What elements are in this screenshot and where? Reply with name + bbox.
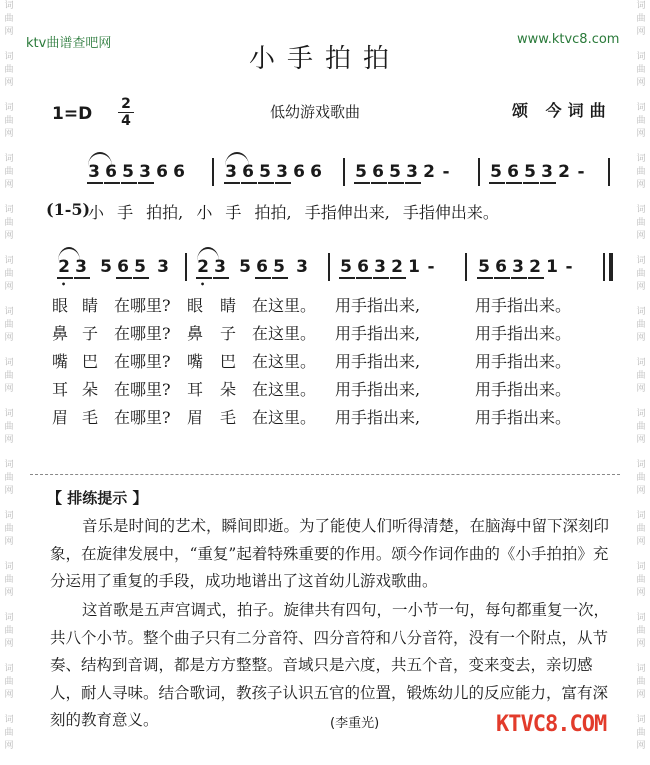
side-watermark-char: 词 [636, 154, 646, 164]
watermark-top-right[interactable]: www.ktvc8.com [517, 32, 620, 47]
note: 5 [524, 162, 536, 182]
note: 5 [355, 162, 367, 182]
side-watermark-char: 网 [636, 78, 646, 88]
side-watermark-char: 网 [636, 231, 646, 241]
rehearsal-hint-title: 【 排练提示 】 [47, 489, 148, 507]
side-watermark-char: 网 [636, 537, 646, 547]
side-watermark-char: 网 [636, 741, 646, 751]
lyric-syllable: 毛 [220, 408, 237, 427]
time-signature-top: 2 [121, 96, 131, 112]
lyric-syllable: 睛 [82, 296, 99, 315]
side-watermark-char: 网 [636, 282, 646, 292]
lyric-syllable: 毛 [82, 408, 99, 427]
lyric-syllable: 眼 [52, 296, 69, 315]
note: 5 [478, 257, 490, 277]
side-watermark-char: 曲 [4, 422, 14, 432]
key-signature: 1=D [52, 104, 93, 124]
side-watermark-char: 网 [4, 435, 14, 445]
side-watermark-char: 曲 [636, 65, 646, 75]
note: 6 [310, 162, 322, 182]
note: - [442, 162, 450, 182]
side-watermark-char: 曲 [4, 14, 14, 24]
side-watermark-char: 网 [4, 78, 14, 88]
note: 6 [372, 162, 384, 182]
lyric-syllable: 朵 [82, 380, 99, 399]
lyric-syllable: 嘴 [52, 352, 69, 371]
note: - [565, 257, 573, 277]
note: • 2 [197, 257, 209, 277]
side-watermark-char: 曲 [4, 371, 14, 381]
side-watermark-char: 词 [636, 205, 646, 215]
side-watermark-char: 曲 [636, 218, 646, 228]
song-title: 小手拍拍 [248, 44, 401, 74]
note: 2 [558, 162, 570, 182]
note: 6 [117, 257, 129, 277]
measure [197, 257, 308, 277]
lyric-syllable: 朵 [220, 380, 237, 399]
lyric-syllable: 鼻 [52, 324, 69, 343]
measure [58, 257, 169, 277]
side-watermark-char: 网 [4, 741, 14, 751]
side-watermark-char: 网 [636, 27, 646, 37]
side-watermark-char: 网 [636, 639, 646, 649]
side-watermark-char: 词 [4, 52, 14, 62]
side-watermark-char: 词 [636, 613, 646, 623]
side-watermark-char: 曲 [636, 575, 646, 585]
side-watermark-char: 词 [636, 256, 646, 266]
note: 2 [391, 257, 403, 277]
side-watermark-char: 词 [636, 103, 646, 113]
side-watermark-char: 曲 [4, 575, 14, 585]
lyric-phrase: 在这里。 [252, 380, 317, 399]
note: 6 [293, 162, 305, 182]
side-watermark-char: 网 [4, 333, 14, 343]
lyric-phrase: 用手指出来, [335, 352, 421, 371]
side-watermark-right [634, 0, 648, 765]
side-watermark-char: 词 [636, 460, 646, 470]
side-watermark-char: 词 [636, 358, 646, 368]
note: 5 [259, 162, 271, 182]
hint-paragraph-1: 音乐是时间的艺术，瞬间即逝。为了能使人们听得清楚，在脑海中留下深刻印象，在旋律发展中，“重复”起着特殊重要的作用。颂今作词作曲的《小手拍拍》充分运用了重复的手段，成功地谱出了这首幼儿游戏歌曲。 [50, 517, 610, 590]
note: 3 [157, 257, 169, 277]
side-watermark-char: 曲 [636, 422, 646, 432]
notation-line-1 [0, 162, 650, 192]
lyric-phrase: 用手指出来, [335, 296, 421, 315]
measure [340, 257, 437, 277]
lyric-phrase: 在这里。 [252, 408, 317, 427]
note: 5 [273, 257, 285, 277]
lyric-syllable: 巴 [220, 352, 237, 371]
side-watermark-char: 网 [4, 486, 14, 496]
side-watermark-char: 词 [4, 460, 14, 470]
lyric-syllable: 子 [82, 324, 99, 343]
side-watermark-char: 网 [4, 180, 14, 190]
time-signature-bottom: 4 [121, 113, 131, 129]
side-watermark-char: 网 [4, 690, 14, 700]
side-watermark-char: 词 [4, 664, 14, 674]
note: 6 [105, 162, 117, 182]
note: 2 [529, 257, 541, 277]
side-watermark-char: 曲 [636, 524, 646, 534]
watermark-top-left[interactable]: ktv曲谱查吧网 [26, 36, 112, 51]
side-watermark-char: 网 [4, 588, 14, 598]
side-watermark-char: 词 [4, 358, 14, 368]
note: 5 [134, 257, 146, 277]
side-watermark-char: 网 [4, 282, 14, 292]
note: 6 [256, 257, 268, 277]
side-watermark-char: 网 [4, 639, 14, 649]
measure [88, 162, 185, 182]
article-author: (李重光) [330, 716, 380, 731]
side-watermark-char: 曲 [636, 116, 646, 126]
notation-line-2 [0, 257, 650, 287]
side-watermark-char: 网 [636, 180, 646, 190]
measure [478, 257, 575, 277]
side-watermark-char: 曲 [4, 320, 14, 330]
side-watermark-char: 词 [4, 103, 14, 113]
side-watermark-char: 曲 [636, 473, 646, 483]
note: 3 [75, 257, 87, 277]
section-divider [30, 474, 620, 475]
lyric-phrase: 在这里。 [252, 296, 317, 315]
side-watermark-char: 词 [636, 562, 646, 572]
side-watermark-char: 网 [636, 384, 646, 394]
lyric-syllable: 睛 [220, 296, 237, 315]
lyric-phrase: 在哪里? [114, 352, 171, 371]
side-watermark-char: 词 [4, 613, 14, 623]
lyric-syllable: 嘴 [187, 352, 204, 371]
side-watermark-char: 曲 [4, 65, 14, 75]
time-signature [118, 97, 134, 128]
note: 5 [122, 162, 134, 182]
lyric-syllable: 鼻 [187, 324, 204, 343]
lyric-phrase: 在哪里? [114, 324, 171, 343]
measure [225, 162, 322, 182]
side-watermark-char: 词 [636, 52, 646, 62]
note: 5 [100, 257, 112, 277]
note: 6 [156, 162, 168, 182]
lyric-syllable: 耳 [187, 380, 204, 399]
note: 3 [139, 162, 151, 182]
side-watermark-char: 词 [4, 307, 14, 317]
hint-paragraph-2: 这首歌是五声宫调式，拍子。旋律共有四句，一小节一句，每句都重复一次，共八个小节。整个曲子只有二分音符、四分音符和八分音符，没有一个附点，从节奏、结构到音调，都是方方整整。音域只是六度，共五个音，变来变去，亲切感人，耐人寻味。结合歌词，教孩子认识五官的位置，锻炼幼儿的反应能力，富有深刻的教育意义。 [50, 601, 610, 729]
note: 2 [423, 162, 435, 182]
side-watermark-char: 词 [4, 1, 14, 11]
site-logo[interactable]: KTVC8.COM [496, 712, 607, 737]
note: 6 [357, 257, 369, 277]
lyric-phrase: 在这里。 [252, 324, 317, 343]
side-watermark-char: 网 [636, 333, 646, 343]
lyric-phrase: 用手指出来。 [475, 380, 572, 399]
note: 1 [546, 257, 558, 277]
side-watermark-char: 词 [4, 205, 14, 215]
lyric-line-1: 小 手 拍拍, 小 手 拍拍, 手指伸出来, 手指伸出来。 [88, 203, 499, 222]
side-watermark-char: 词 [636, 664, 646, 674]
lyric-syllable: 子 [220, 324, 237, 343]
note: 3 [214, 257, 226, 277]
lyric-syllable: 眉 [187, 408, 204, 427]
side-watermark-char: 曲 [4, 728, 14, 738]
side-watermark-char: 词 [636, 715, 646, 725]
side-watermark-left [2, 0, 16, 765]
note: 6 [507, 162, 519, 182]
side-watermark-char: 词 [4, 256, 14, 266]
note: - [427, 257, 435, 277]
side-watermark-char: 网 [4, 129, 14, 139]
note: 5 [340, 257, 352, 277]
lyric-pickup: (1-5) [46, 200, 91, 219]
side-watermark-char: 词 [4, 409, 14, 419]
side-watermark-char: 网 [636, 129, 646, 139]
side-watermark-char: 词 [636, 511, 646, 521]
measure [355, 162, 452, 182]
side-watermark-char: 网 [4, 537, 14, 547]
side-watermark-char: 词 [4, 154, 14, 164]
side-watermark-char: 曲 [636, 626, 646, 636]
side-watermark-char: 网 [636, 486, 646, 496]
lyric-phrase: 用手指出来, [335, 408, 421, 427]
note: 3 [296, 257, 308, 277]
lyric-phrase: 用手指出来。 [475, 296, 572, 315]
lyric-phrase: 用手指出来。 [475, 408, 572, 427]
side-watermark-char: 词 [4, 715, 14, 725]
note: 5 [490, 162, 502, 182]
side-watermark-char: 曲 [636, 14, 646, 24]
side-watermark-char: 曲 [4, 473, 14, 483]
side-watermark-char: 曲 [636, 269, 646, 279]
lyric-syllable: 眉 [52, 408, 69, 427]
note: 3 [541, 162, 553, 182]
note: 1 [408, 257, 420, 277]
side-watermark-char: 曲 [636, 677, 646, 687]
lyric-phrase: 用手指出来。 [475, 352, 572, 371]
lyric-syllable: 耳 [52, 380, 69, 399]
side-watermark-char: 曲 [636, 728, 646, 738]
lyric-syllable: 眼 [187, 296, 204, 315]
lyric-phrase: 用手指出来, [335, 324, 421, 343]
side-watermark-char: 曲 [4, 626, 14, 636]
side-watermark-char: 曲 [4, 218, 14, 228]
side-watermark-char: 网 [4, 231, 14, 241]
genre-label: 低幼游戏歌曲 [270, 103, 361, 121]
side-watermark-char: 词 [636, 307, 646, 317]
lyric-phrase: 在哪里? [114, 380, 171, 399]
side-watermark-char: 网 [4, 384, 14, 394]
side-watermark-char: 网 [4, 27, 14, 37]
lyric-phrase: 在哪里? [114, 296, 171, 315]
lyric-phrase: 在这里。 [252, 352, 317, 371]
side-watermark-char: 网 [636, 435, 646, 445]
side-watermark-char: 曲 [4, 269, 14, 279]
lyric-phrase: 用手指出来。 [475, 324, 572, 343]
note: 3 [88, 162, 100, 182]
measure [490, 162, 587, 182]
note: 6 [242, 162, 254, 182]
side-watermark-char: 曲 [636, 320, 646, 330]
note: 6 [173, 162, 185, 182]
side-watermark-char: 词 [4, 511, 14, 521]
note: 3 [225, 162, 237, 182]
note: 5 [239, 257, 251, 277]
side-watermark-char: 曲 [4, 524, 14, 534]
credit-label: 颂 今词曲 [512, 101, 612, 120]
side-watermark-char: 词 [4, 562, 14, 572]
lyric-phrase: 在哪里? [114, 408, 171, 427]
side-watermark-char: 词 [636, 409, 646, 419]
note: • 2 [58, 257, 70, 277]
note: 3 [406, 162, 418, 182]
side-watermark-char: 曲 [636, 371, 646, 381]
side-watermark-char: 曲 [4, 167, 14, 177]
side-watermark-char: 曲 [4, 116, 14, 126]
note: 3 [512, 257, 524, 277]
lyric-syllable: 巴 [82, 352, 99, 371]
side-watermark-char: 词 [636, 1, 646, 11]
note: 3 [374, 257, 386, 277]
lyric-phrase: 用手指出来, [335, 380, 421, 399]
note: 6 [495, 257, 507, 277]
side-watermark-char: 网 [636, 588, 646, 598]
side-watermark-char: 曲 [636, 167, 646, 177]
note: - [577, 162, 585, 182]
side-watermark-char: 网 [636, 690, 646, 700]
side-watermark-char: 曲 [4, 677, 14, 687]
note: 3 [276, 162, 288, 182]
note: 5 [389, 162, 401, 182]
